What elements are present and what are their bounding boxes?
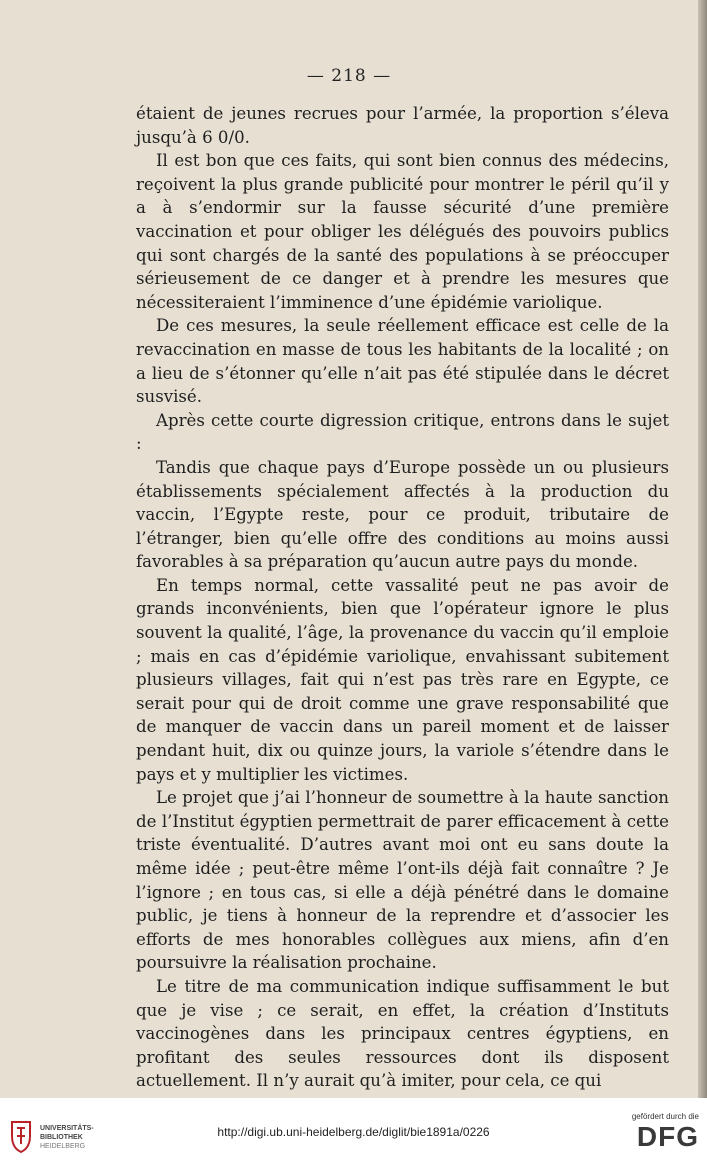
paragraph-1: étaient de jeunes recrues pour l’armée, la proportion s’éleva jusqu’à 6 0/0. bbox=[136, 104, 669, 147]
paragraph-6: En temps normal, cette vassalité peut ne pas avoir de grands inconvénients, bien que l’opérateur ignore le plus souvent la qualité, l’âge, la provenance du vaccin qu’il emploie ; mais en cas d’épidémie variolique, envahissant subitement plusieurs villages, fait qui n’est pas très rare en Egypte, ce serait pour qui de droit comme une grave responsabilité que de manquer de vaccin dans un pareil moment et de laisser pendant huit, dix ou quinze jours, la variole s’étendre dans le pays et y multiplier les victimes. bbox=[136, 575, 669, 784]
paragraph-8: Le titre de ma communication indique suffisamment le but que je vise ; ce serait, en effet, la création d’Instituts vaccinogènes dans les principaux centres égyptiens, en profitant des seules ressources dont ils disposent actuellement. Il n’y aurait qu’à imiter, pour cela, ce qui bbox=[136, 976, 669, 1091]
dfg-wordmark: DFG bbox=[636, 1121, 699, 1152]
dfg-logo[interactable] bbox=[609, 1112, 699, 1158]
paragraph-2: Il est bon que ces faits, qui sont bien connus des médecins, reçoivent la plus grande publicité pour montrer le péril qu’il y a à s’endormir sur la fausse sécurité d’une première vaccination et pour obliger les délégués des pouvoirs publics qui sont chargés de la santé des populations à se préoccuper sérieusement de ce danger et à prendre les mesures que nécessiteraient l’imminence d’une épidémie variolique. bbox=[136, 151, 669, 312]
body-text bbox=[136, 102, 669, 1093]
library-line-1: UNIVERSITÄTS- bbox=[40, 1125, 94, 1132]
funded-by-label: gefördert durch die bbox=[631, 1112, 699, 1121]
book-spine-edge bbox=[698, 0, 707, 1098]
library-line-2: BIBLIOTHEK bbox=[40, 1134, 83, 1141]
permalink-url[interactable]: http://digi.ub.uni-heidelberg.de/diglit/bie1891a/0226 bbox=[217, 1125, 490, 1139]
paragraph-7: Le projet que j’ai l’honneur de soumettre à la haute sanction de l’Institut égyptien permettrait de parer efficacement à cette triste éventualité. D’autres avant moi ont eu sans doute la même idée ; peut-être même l’ont-ils déjà fait connaître ? Je l’ignore ; en tous cas, si elle a déjà pénétré dans le domaine public, je tiens à honneur de la reprendre et d’associer les efforts de mes honorables collègues aux miens, afin d’en poursuivre la réalisation prochaine. bbox=[136, 788, 669, 973]
paragraph-5: Tandis que chaque pays d’Europe possède un ou plusieurs établissements spécialement affectés à la production du vaccin, l’Egypte reste, pour ce produit, tributaire de l’étranger, bien qu’elle offre des conditions au moins aussi favorables à sa préparation qu’aucun autre pays du monde. bbox=[136, 457, 669, 572]
paragraph-3: De ces mesures, la seule réellement efficace est celle de la revaccination en masse de tous les habitants de la localité ; on a lieu de s’étonner qu’elle n’ait pas été stipulée dans le décret susvisé. bbox=[136, 316, 669, 407]
page-number: — 218 — bbox=[306, 66, 392, 86]
library-line-3: HEIDELBERG bbox=[40, 1143, 86, 1150]
paragraph-4: Après cette courte digression critique, entrons dans le sujet : bbox=[136, 410, 669, 454]
